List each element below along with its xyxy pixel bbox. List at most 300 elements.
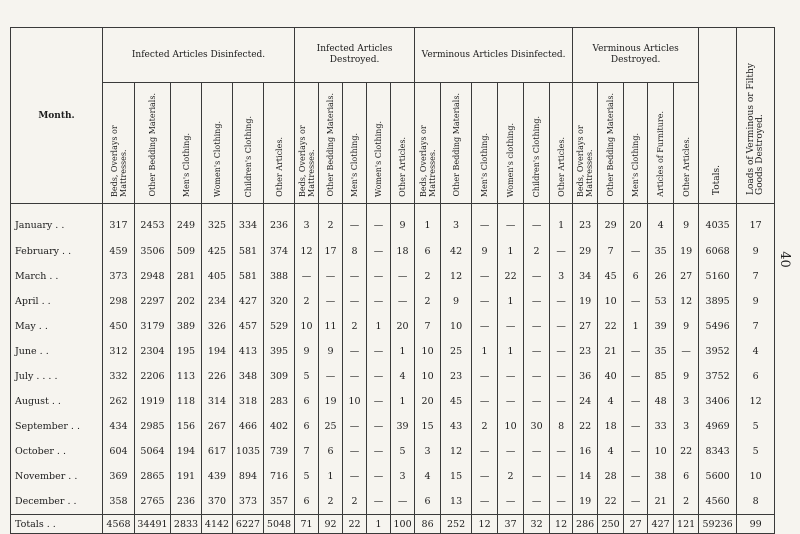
value-cell: 236 [171, 489, 202, 515]
column-header: Other Bedding Materials. [598, 83, 624, 204]
value-cell: 439 [202, 464, 233, 489]
value-cell: — [524, 264, 550, 289]
value-cell: 9 [295, 339, 319, 364]
value-cell: 2948 [135, 264, 171, 289]
value-cell: 23 [573, 204, 598, 240]
value-cell: 32 [524, 515, 550, 534]
value-cell: — [498, 204, 524, 240]
month-cell: August . . [11, 389, 103, 414]
value-cell: 1 [550, 204, 573, 240]
value-cell: — [524, 489, 550, 515]
value-cell: 2 [524, 239, 550, 264]
value-cell: 11 [319, 314, 343, 339]
value-cell: 7 [737, 314, 775, 339]
value-cell: 29 [598, 204, 624, 240]
value-cell: — [367, 239, 391, 264]
column-header: Other Articles. [391, 83, 415, 204]
value-cell: — [343, 414, 367, 439]
value-cell: 20 [391, 314, 415, 339]
value-cell: 12 [674, 289, 699, 314]
value-cell: 2765 [135, 489, 171, 515]
value-cell: 16 [573, 439, 598, 464]
month-cell: December . . [11, 489, 103, 515]
value-cell: — [550, 439, 573, 464]
value-cell: 434 [103, 414, 135, 439]
value-cell: 529 [264, 314, 295, 339]
value-cell: 18 [598, 414, 624, 439]
value-cell: — [524, 364, 550, 389]
value-cell: — [472, 364, 498, 389]
value-cell: 425 [202, 239, 233, 264]
value-cell: — [624, 364, 648, 389]
value-cell: — [624, 414, 648, 439]
value-cell: 6 [415, 489, 441, 515]
value-cell: 21 [648, 489, 674, 515]
value-cell: — [367, 204, 391, 240]
month-header: Month. [11, 28, 103, 204]
value-cell: 29 [573, 239, 598, 264]
value-cell: 3 [550, 264, 573, 289]
value-cell: 15 [441, 464, 472, 489]
table-row [11, 464, 775, 489]
value-cell: 314 [202, 389, 233, 414]
value-cell: 25 [441, 339, 472, 364]
value-cell: 2865 [135, 464, 171, 489]
value-cell: 7 [415, 314, 441, 339]
value-cell: 23 [573, 339, 598, 364]
column-header: Beds, Overlays or Mattresses. [573, 83, 598, 204]
value-cell: 86 [415, 515, 441, 534]
value-cell: 5048 [264, 515, 295, 534]
page-number: 40 [776, 251, 792, 268]
column-header: Beds, Overlays or Mattresses. [295, 83, 319, 204]
value-cell: 1 [498, 239, 524, 264]
value-cell: 71 [295, 515, 319, 534]
value-cell: 6068 [699, 239, 737, 264]
value-cell: 1 [391, 389, 415, 414]
value-cell: 332 [103, 364, 135, 389]
column-header: Other Articles. [674, 83, 699, 204]
value-cell: 2 [343, 314, 367, 339]
value-cell: 9 [472, 239, 498, 264]
column-header: Articles of Furniture. [648, 83, 674, 204]
table-row [11, 264, 775, 289]
value-cell: 1035 [233, 439, 264, 464]
column-header: Other Articles. [264, 83, 295, 204]
column-header: Men's Clothing. [624, 83, 648, 204]
value-cell: 5 [737, 439, 775, 464]
value-cell: 7 [737, 264, 775, 289]
month-cell: September . . [11, 414, 103, 439]
value-cell: 6 [295, 389, 319, 414]
value-cell: 8 [550, 414, 573, 439]
value-cell: 348 [233, 364, 264, 389]
value-cell: 3 [415, 439, 441, 464]
value-cell: 309 [264, 364, 295, 389]
value-cell: 118 [171, 389, 202, 414]
value-cell: — [624, 239, 648, 264]
value-cell: 19 [573, 289, 598, 314]
value-cell: 10 [498, 414, 524, 439]
value-cell: 19 [674, 239, 699, 264]
value-cell: 1 [498, 289, 524, 314]
value-cell: 3952 [699, 339, 737, 364]
value-cell: 12 [441, 264, 472, 289]
value-cell: 6 [295, 414, 319, 439]
value-cell: 12 [441, 439, 472, 464]
value-cell: 4568 [103, 515, 135, 534]
value-cell: 739 [264, 439, 295, 464]
value-cell: 581 [233, 264, 264, 289]
value-cell: 234 [202, 289, 233, 314]
value-cell: 3506 [135, 239, 171, 264]
value-cell: 35 [648, 239, 674, 264]
value-cell: 36 [573, 364, 598, 389]
value-cell: 8 [343, 239, 367, 264]
value-cell: 9 [737, 289, 775, 314]
value-cell: 10 [415, 364, 441, 389]
value-cell: — [524, 439, 550, 464]
group-infected-destroyed: Infected Articles Destroyed. [295, 28, 415, 83]
value-cell: 194 [202, 339, 233, 364]
value-cell: 249 [171, 204, 202, 240]
value-cell: 23 [441, 364, 472, 389]
value-cell: 3179 [135, 314, 171, 339]
value-cell: 334 [233, 204, 264, 240]
value-cell: — [524, 464, 550, 489]
value-cell: 10 [441, 314, 472, 339]
group-infected-disinfected: Infected Articles Disinfected. [103, 28, 295, 83]
value-cell: — [319, 289, 343, 314]
value-cell: 9 [441, 289, 472, 314]
value-cell: 22 [598, 314, 624, 339]
column-header: Beds, Overlays or Mattresses. [103, 83, 135, 204]
value-cell: 250 [598, 515, 624, 534]
value-cell: 40 [598, 364, 624, 389]
group-verminous-disinfected: Verminous Articles Disinfected. [415, 28, 573, 83]
value-cell: 59236 [699, 515, 737, 534]
value-cell: 10 [295, 314, 319, 339]
value-cell: 9 [674, 314, 699, 339]
value-cell: — [550, 339, 573, 364]
value-cell: — [624, 389, 648, 414]
value-cell: 2297 [135, 289, 171, 314]
month-cell: April . . [11, 289, 103, 314]
table-row [11, 314, 775, 339]
value-cell: 6 [737, 364, 775, 389]
value-cell: 2206 [135, 364, 171, 389]
value-cell: 604 [103, 439, 135, 464]
month-cell: Totals . . [11, 515, 103, 534]
value-cell: 18 [391, 239, 415, 264]
value-cell: 286 [573, 515, 598, 534]
value-cell: 427 [648, 515, 674, 534]
value-cell: — [550, 314, 573, 339]
value-cell: 12 [737, 389, 775, 414]
value-cell: 39 [391, 414, 415, 439]
value-cell: 358 [103, 489, 135, 515]
value-cell: — [391, 264, 415, 289]
value-cell: 19 [319, 389, 343, 414]
value-cell: — [295, 264, 319, 289]
value-cell: 22 [573, 414, 598, 439]
value-cell: 30 [524, 414, 550, 439]
group-verminous-destroyed: Verminous Articles Destroyed. [573, 28, 699, 83]
value-cell: — [498, 364, 524, 389]
value-cell: 2 [674, 489, 699, 515]
value-cell: 457 [233, 314, 264, 339]
value-cell: 10 [648, 439, 674, 464]
value-cell: 43 [441, 414, 472, 439]
value-cell: 6 [295, 489, 319, 515]
value-cell: 3895 [699, 289, 737, 314]
column-header: Children's Clothing. [233, 83, 264, 204]
column-header: Children's Clothing. [524, 83, 550, 204]
value-cell: — [367, 489, 391, 515]
value-cell: 27 [624, 515, 648, 534]
value-cell: 20 [624, 204, 648, 240]
value-cell: 4 [415, 464, 441, 489]
value-cell: 8343 [699, 439, 737, 464]
value-cell: 5496 [699, 314, 737, 339]
value-cell: 1 [624, 314, 648, 339]
value-cell: 4 [737, 339, 775, 364]
value-cell: 21 [598, 339, 624, 364]
value-cell: 7 [598, 239, 624, 264]
value-cell: 27 [573, 314, 598, 339]
value-cell: 373 [103, 264, 135, 289]
value-cell: 4 [648, 204, 674, 240]
value-cell: 202 [171, 289, 202, 314]
value-cell: 252 [441, 515, 472, 534]
value-cell: 357 [264, 489, 295, 515]
value-cell: 17 [319, 239, 343, 264]
value-cell: 20 [415, 389, 441, 414]
value-cell: 22 [498, 264, 524, 289]
value-cell: 2 [415, 289, 441, 314]
value-cell: 85 [648, 364, 674, 389]
value-cell: 466 [233, 414, 264, 439]
value-cell: 4 [598, 439, 624, 464]
value-cell: — [472, 439, 498, 464]
value-cell: — [367, 289, 391, 314]
value-cell: 298 [103, 289, 135, 314]
value-cell: 2304 [135, 339, 171, 364]
value-cell: — [524, 314, 550, 339]
value-cell: 226 [202, 364, 233, 389]
month-cell: October . . [11, 439, 103, 464]
value-cell: 113 [171, 364, 202, 389]
value-cell: 6 [624, 264, 648, 289]
value-cell: — [524, 289, 550, 314]
value-cell: 1919 [135, 389, 171, 414]
month-cell: February . . [11, 239, 103, 264]
value-cell: 9 [674, 204, 699, 240]
value-cell: — [319, 264, 343, 289]
value-cell: 33 [648, 414, 674, 439]
column-header: Other Bedding Materials. [135, 83, 171, 204]
value-cell: — [550, 239, 573, 264]
value-cell: 195 [171, 339, 202, 364]
value-cell: 1 [391, 339, 415, 364]
value-cell: 10 [737, 464, 775, 489]
value-cell: 191 [171, 464, 202, 489]
value-cell: — [524, 389, 550, 414]
value-cell: 10 [598, 289, 624, 314]
value-cell: 317 [103, 204, 135, 240]
value-cell: 37 [498, 515, 524, 534]
value-cell: 5 [737, 414, 775, 439]
value-cell: 22 [343, 515, 367, 534]
value-cell: 320 [264, 289, 295, 314]
value-cell: 459 [103, 239, 135, 264]
value-cell: — [550, 389, 573, 414]
value-cell: 312 [103, 339, 135, 364]
month-cell: May . . [11, 314, 103, 339]
value-cell: 1 [319, 464, 343, 489]
value-cell: 8 [737, 489, 775, 515]
value-cell: 388 [264, 264, 295, 289]
value-cell: — [624, 464, 648, 489]
month-cell: January . . [11, 204, 103, 240]
value-cell: 121 [674, 515, 699, 534]
value-cell: 369 [103, 464, 135, 489]
value-cell: 318 [233, 389, 264, 414]
value-cell: 389 [171, 314, 202, 339]
value-cell: 24 [573, 389, 598, 414]
value-cell: 4560 [699, 489, 737, 515]
value-cell: 2 [319, 489, 343, 515]
loads-header: Loads of Verminous or Filthy Goods Destroyed. [737, 28, 775, 204]
value-cell: 15 [415, 414, 441, 439]
value-cell: 156 [171, 414, 202, 439]
value-cell: 38 [648, 464, 674, 489]
value-cell: 5600 [699, 464, 737, 489]
value-cell: 4 [391, 364, 415, 389]
value-cell: 374 [264, 239, 295, 264]
totals-row [11, 515, 775, 534]
value-cell: 7 [295, 439, 319, 464]
value-cell: 1 [472, 339, 498, 364]
table-row [11, 339, 775, 364]
value-cell: — [367, 389, 391, 414]
value-cell: — [367, 339, 391, 364]
value-cell: 283 [264, 389, 295, 414]
value-cell: — [391, 289, 415, 314]
value-cell: 12 [472, 515, 498, 534]
value-cell: 35 [648, 339, 674, 364]
value-cell: 2833 [171, 515, 202, 534]
value-cell: 100 [391, 515, 415, 534]
value-cell: — [343, 339, 367, 364]
value-cell: 1 [367, 314, 391, 339]
value-cell: — [391, 489, 415, 515]
value-cell: 5 [391, 439, 415, 464]
table-row [11, 439, 775, 464]
value-cell: — [343, 364, 367, 389]
value-cell: 28 [598, 464, 624, 489]
value-cell: 194 [171, 439, 202, 464]
table-row [11, 414, 775, 439]
value-cell: 1 [367, 515, 391, 534]
value-cell: 39 [648, 314, 674, 339]
value-cell: 5064 [135, 439, 171, 464]
table-row [11, 289, 775, 314]
column-header: Other Bedding Materials. [319, 83, 343, 204]
value-cell: 3752 [699, 364, 737, 389]
value-cell: 2 [415, 264, 441, 289]
value-cell: 2 [498, 464, 524, 489]
value-cell: 4035 [699, 204, 737, 240]
value-cell: 34491 [135, 515, 171, 534]
value-cell: — [343, 204, 367, 240]
value-cell: — [498, 314, 524, 339]
value-cell: — [367, 439, 391, 464]
value-cell: 5 [295, 464, 319, 489]
value-cell: 9 [319, 339, 343, 364]
value-cell: — [550, 364, 573, 389]
value-cell: — [624, 339, 648, 364]
value-cell: 6 [415, 239, 441, 264]
column-header: Other Articles. [550, 83, 573, 204]
value-cell: — [524, 339, 550, 364]
value-cell: — [550, 289, 573, 314]
value-cell: 4142 [202, 515, 233, 534]
value-cell: 2 [295, 289, 319, 314]
value-cell: 5 [295, 364, 319, 389]
value-cell: 325 [202, 204, 233, 240]
table-row [11, 489, 775, 515]
value-cell: 5160 [699, 264, 737, 289]
value-cell: 12 [550, 515, 573, 534]
value-cell: — [343, 439, 367, 464]
value-cell: — [367, 414, 391, 439]
value-cell: 395 [264, 339, 295, 364]
value-cell: — [524, 204, 550, 240]
value-cell: — [498, 439, 524, 464]
value-cell: 45 [441, 389, 472, 414]
value-cell: — [472, 464, 498, 489]
value-cell: 13 [441, 489, 472, 515]
month-cell: March . . [11, 264, 103, 289]
column-header: Beds, Overlays or Mattresses. [415, 83, 441, 204]
value-cell: 6 [674, 464, 699, 489]
value-cell: 22 [598, 489, 624, 515]
month-cell: November . . [11, 464, 103, 489]
value-cell: 3 [674, 414, 699, 439]
value-cell: 4 [598, 389, 624, 414]
value-cell: 402 [264, 414, 295, 439]
column-header: Women's Clothing. [367, 83, 391, 204]
value-cell: 2 [472, 414, 498, 439]
value-cell: 3 [295, 204, 319, 240]
value-cell: 3 [674, 389, 699, 414]
value-cell: — [367, 464, 391, 489]
table-row [11, 239, 775, 264]
column-header: Women's clothing. [498, 83, 524, 204]
value-cell: 2 [343, 489, 367, 515]
value-cell: 19 [573, 489, 598, 515]
value-cell: — [472, 389, 498, 414]
value-cell: 27 [674, 264, 699, 289]
value-cell: — [550, 489, 573, 515]
value-cell: — [367, 264, 391, 289]
value-cell: 2985 [135, 414, 171, 439]
value-cell: 99 [737, 515, 775, 534]
value-cell: 6 [319, 439, 343, 464]
value-cell: 45 [598, 264, 624, 289]
value-cell: 92 [319, 515, 343, 534]
